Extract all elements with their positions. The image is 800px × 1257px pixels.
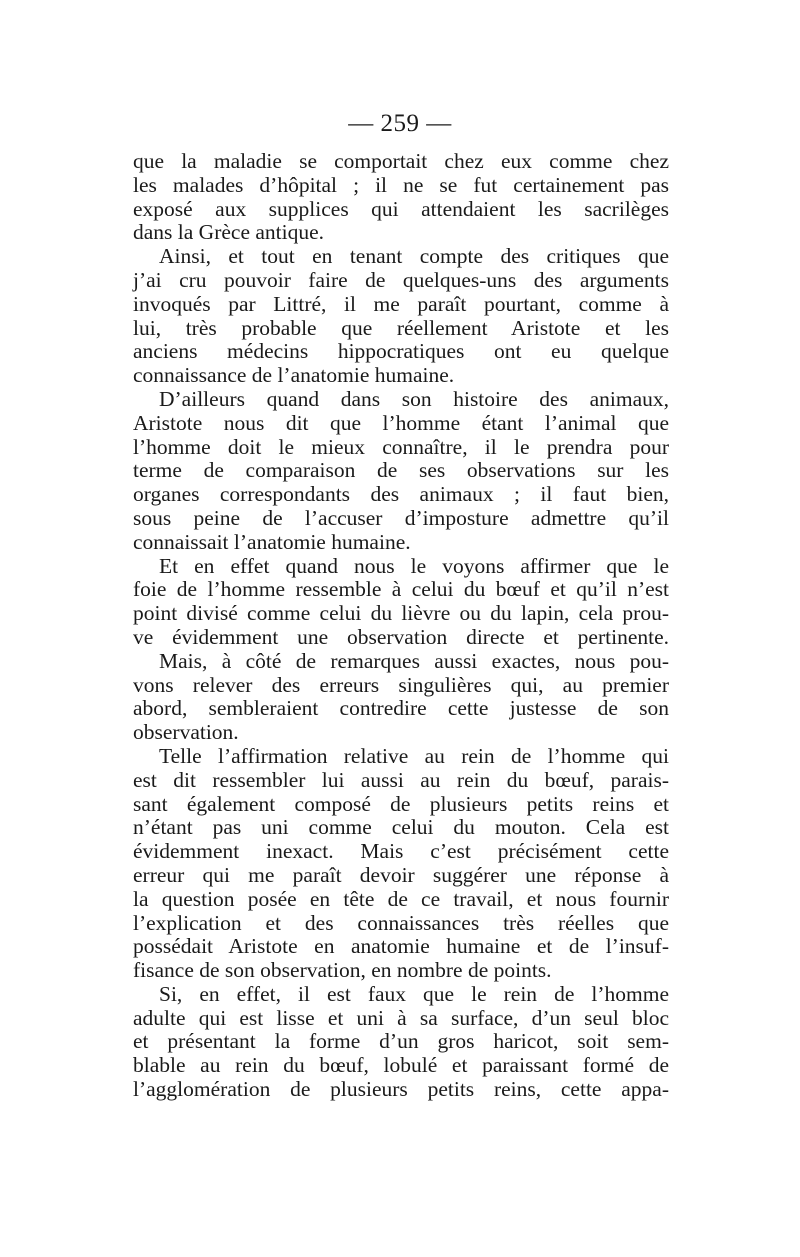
text-line: observation. (133, 720, 239, 745)
text-line: vons relever des erreurs singulières qui, au premier (133, 672, 669, 697)
text-line: lui, très probable que réellement Aristote et les (133, 315, 669, 340)
text-line: connaissait l’anatomie humaine. (133, 529, 411, 554)
text-line: les malades d’hôpital ; il ne se fut certainement pas (133, 172, 669, 197)
text-line: l’explication et des connaissances très réelles que (133, 910, 669, 935)
text-line: fisance de son observation, en nombre de points. (133, 958, 552, 983)
text-line: D’ailleurs quand dans son histoire des animaux, (159, 386, 669, 411)
text-line: Telle l’affirmation relative au rein de l’homme qui (159, 743, 669, 768)
text-line: est dit ressembler lui aussi au rein du bœuf, parais- (133, 767, 669, 792)
text-line: sous peine de l’accuser d’imposture admettre qu’il (133, 505, 669, 530)
text-line: dans la Grèce antique. (133, 220, 325, 245)
page-number: — 259 — (348, 110, 452, 137)
text-line: l’homme doit le mieux connaître, il le prendra pour (133, 434, 669, 459)
text-line: point divisé comme celui du lièvre ou du lapin, cela prou- (133, 601, 669, 626)
text-line: j’ai cru pouvoir faire de quelques-uns des arguments (133, 267, 669, 292)
text-line: et présentant la forme d’un gros haricot, soit sem- (133, 1029, 669, 1054)
text-line: évidemment inexact. Mais c’est précisément cette (133, 839, 669, 864)
text-line: anciens médecins hippocratiques ont eu quelque (133, 339, 669, 364)
text-line: terme de comparaison de ses observations sur les (133, 458, 669, 483)
text-line: Si, en effet, il est faux que le rein de l’homme (159, 981, 669, 1006)
text-line: Mais, à côté de remarques aussi exactes, nous pou- (159, 648, 669, 673)
text-line: connaissance de l’anatomie humaine. (133, 363, 455, 388)
body-text (133, 150, 669, 1102)
text-line: ve évidemment une observation directe et pertinente. (133, 624, 669, 649)
text-line: adulte qui est lisse et uni à sa surface, d’un seul bloc (133, 1005, 669, 1030)
text-line: la question posée en tête de ce travail, et nous fournir (133, 886, 669, 911)
text-line: invoqués par Littré, il me paraît pourtant, comme à (133, 291, 669, 316)
text-line: abord, sembleraient contredire cette justesse de son (133, 696, 669, 721)
text-line: blable au rein du bœuf, lobulé et paraissant formé de (133, 1053, 669, 1078)
text-line: Aristote nous dit que l’homme étant l’animal que (133, 410, 669, 435)
text-line: foie de l’homme ressemble à celui du bœuf et qu’il n’est (133, 577, 669, 602)
text-line: possédait Aristote en anatomie humaine et de l’insuf- (133, 934, 669, 959)
text-line: Ainsi, et tout en tenant compte des critiques que (159, 244, 669, 269)
text-line: que la maladie se comportait chez eux comme chez (133, 149, 669, 173)
text-line: organes correspondants des animaux ; il faut bien, (133, 482, 669, 507)
text-line: exposé aux supplices qui attendaient les sacrilèges (133, 196, 669, 221)
text-line: n’étant pas uni comme celui du mouton. Cela est (133, 815, 669, 840)
text-line: l’agglomération de plusieurs petits reins, cette appa- (133, 1077, 669, 1102)
text-line: erreur qui me paraît devoir suggérer une réponse à (133, 862, 669, 887)
text-line: Et en effet quand nous le voyons affirmer que le (159, 553, 669, 578)
text-line: sant également composé de plusieurs petits reins et (133, 791, 669, 816)
